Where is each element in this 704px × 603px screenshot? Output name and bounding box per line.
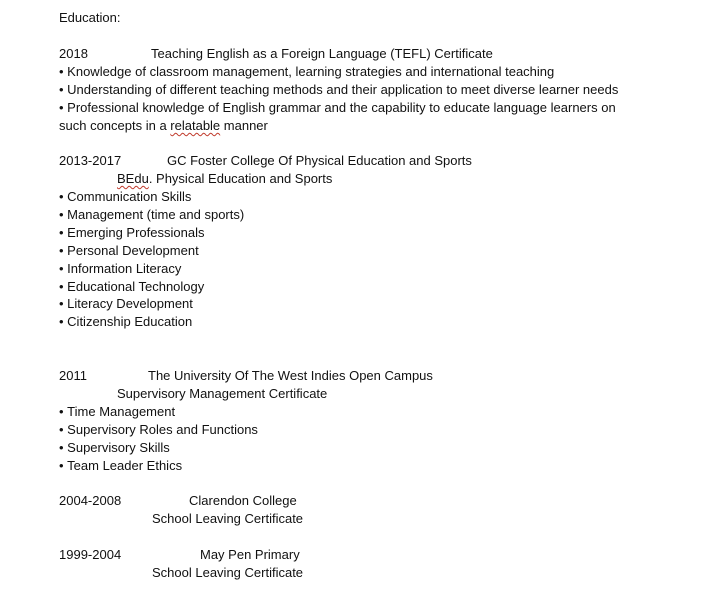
bullet-item: • Knowledge of classroom management, learning strategies and international teaching (59, 63, 554, 81)
entry-institution: The University Of The West Indies Open Campus (148, 368, 433, 383)
continuation-text: manner (220, 118, 268, 133)
entry-institution: May Pen Primary (200, 547, 300, 562)
bullet-item: • Professional knowledge of English grammar and the capability to educate language learners on (59, 99, 616, 117)
bullet-item: • Management (time and sports) (59, 206, 244, 224)
bullet-item: • Literacy Development (59, 295, 193, 313)
bullet-item: • Citizenship Education (59, 313, 192, 331)
entry-year: 2013-2017 (59, 153, 122, 168)
entry-year: 2011 (59, 368, 87, 383)
entry-institution: GC Foster College Of Physical Education and Sports (167, 153, 472, 168)
entry-qualification: School Leaving Certificate (152, 511, 304, 526)
bullet-item: • Time Management (59, 403, 175, 421)
bullet-item: • Personal Development (59, 242, 199, 260)
qualification-text: . Physical Education and Sports (148, 171, 333, 186)
entry-year: 2004-2008 (59, 493, 122, 508)
bullet-item: • Understanding of different teaching methods and their application to meet diverse learner needs (59, 81, 618, 99)
entry-institution: Clarendon College (189, 493, 297, 508)
entry-qualification: Supervisory Management Certificate (117, 386, 328, 401)
bullet-item: • Information Literacy (59, 260, 181, 278)
bullet-continuation (59, 117, 268, 135)
entry-year: 2018 (59, 46, 88, 61)
bullet-item: • Emerging Professionals (59, 224, 204, 242)
entry-year: 1999-2004 (59, 547, 122, 562)
bullet-item: • Communication Skills (59, 188, 191, 206)
section-heading: Education: (59, 10, 121, 25)
entry-qualification: School Leaving Certificate (152, 565, 304, 580)
entry-qualification (117, 170, 332, 188)
bullet-item: • Team Leader Ethics (59, 457, 182, 475)
spellcheck-flagged-word[interactable]: BEdu (117, 171, 149, 186)
bullet-item: • Educational Technology (59, 278, 204, 296)
continuation-text: such concepts in a (59, 118, 171, 133)
entry-institution: Teaching English as a Foreign Language (TEFL) Certificate (151, 46, 493, 61)
bullet-item: • Supervisory Roles and Functions (59, 421, 258, 439)
bullet-item: • Supervisory Skills (59, 439, 170, 457)
spellcheck-flagged-word[interactable]: relatable (170, 118, 221, 133)
